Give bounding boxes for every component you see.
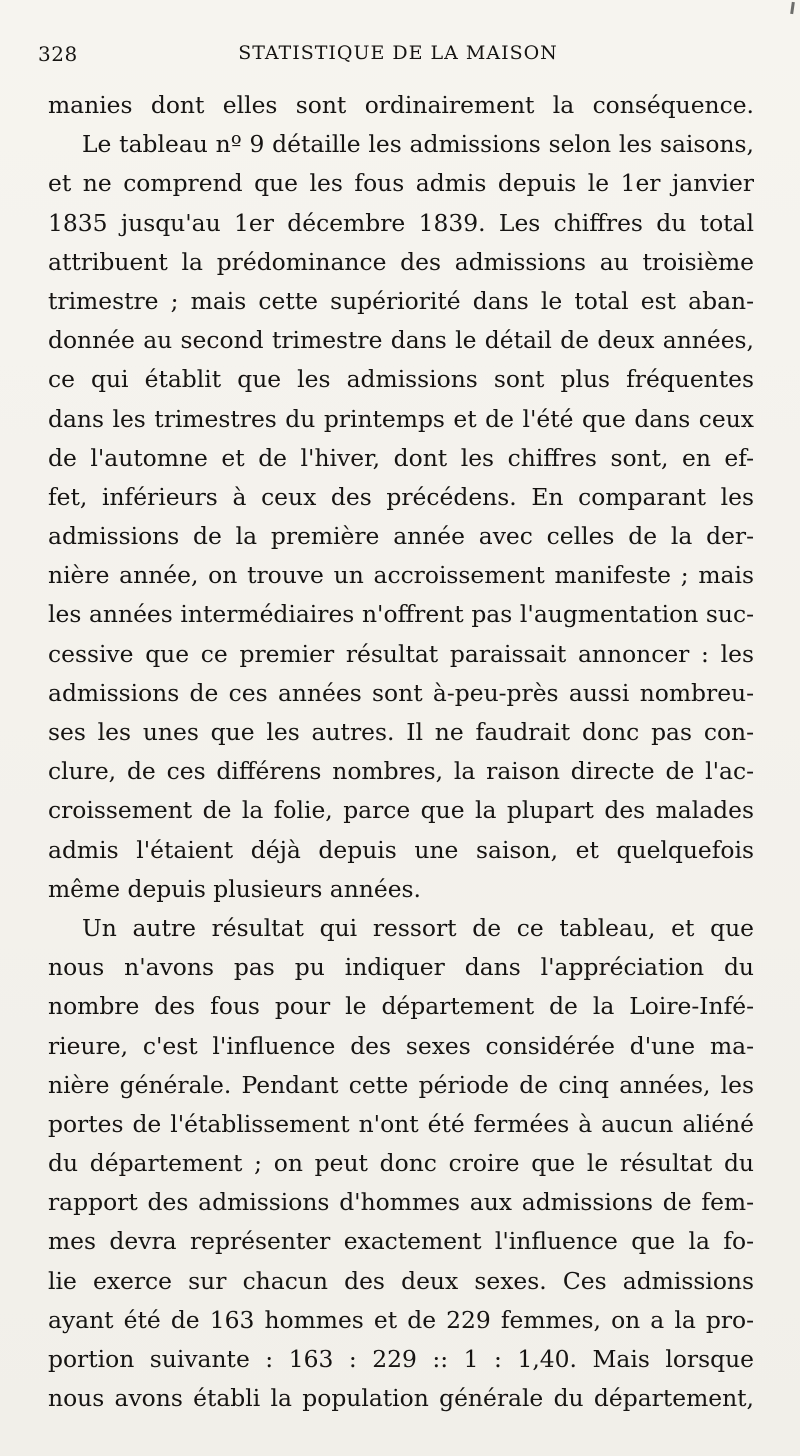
text-line: portes de l'établissement n'ont été fermées à aucun aliéné	[48, 1109, 754, 1138]
text-line: du département ; on peut donc croire que le résultat du	[48, 1149, 754, 1178]
text-line: ce qui établit que les admissions sont plus fréquentes	[48, 365, 754, 394]
text-line: attribuent la prédominance des admissions au troisième	[48, 247, 754, 276]
text-line: rieure, c'est l'influence des sexes considérée d'une ma-	[48, 1031, 754, 1060]
text-line: nière générale. Pendant cette période de cinq années, les	[48, 1070, 754, 1099]
page-edge-mark	[790, 2, 795, 14]
text-line: lie exerce sur chacun des deux sexes. Ces admissions	[48, 1266, 754, 1295]
text-line: nière année, on trouve un accroissement manifeste ; mais	[48, 561, 754, 590]
text-line: trimestre ; mais cette supériorité dans le total est aban-	[48, 286, 754, 315]
text-line: croissement de la folie, parce que la plupart des malades	[48, 796, 754, 825]
text-line: admis l'étaient déjà depuis une saison, et quelquefois	[48, 835, 754, 864]
text-line: fet, inférieurs à ceux des précédens. En comparant les	[48, 482, 754, 511]
text-line: ses les unes que les autres. Il ne faudrait donc pas con-	[48, 718, 754, 746]
text-line: et ne comprend que les fous admis depuis le 1er janvier	[48, 169, 754, 198]
text-line: manies dont elles sont ordinairement la conséquence.	[48, 91, 754, 119]
running-title: STATISTIQUE DE LA MAISON	[238, 42, 558, 64]
text-line: de l'automne et de l'hiver, dont les chiffres sont, en ef-	[48, 443, 754, 472]
text-line: clure, de ces différens nombres, la raison directe de l'ac-	[48, 757, 754, 786]
text-line: nous n'avons pas pu indiquer dans l'appréciation du	[48, 953, 754, 982]
text-line: donnée au second trimestre dans le détail de deux années,	[48, 326, 754, 355]
text-line: 1835 jusqu'au 1er décembre 1839. Les chiffres du total	[48, 208, 754, 237]
text-line: cessive que ce premier résultat paraissait annoncer : les	[48, 639, 754, 668]
text-line: les années intermédiaires n'offrent pas l'augmentation suc-	[48, 600, 754, 629]
text-line: dans les trimestres du printemps et de l'été que dans ceux	[48, 404, 754, 433]
text-line: nous avons établi la population générale du département,	[48, 1384, 754, 1413]
page-header	[38, 42, 758, 72]
text-line: Le tableau nº 9 détaille les admissions selon les saisons,	[82, 130, 754, 159]
text-line: admissions de ces années sont à-peu-près aussi nombreu-	[48, 678, 754, 707]
text-line: portion suivante : 163 : 229 :: 1 : 1,40. Mais lorsque	[48, 1345, 754, 1373]
text-line: admissions de la première année avec celles de la der-	[48, 522, 754, 551]
text-line: même depuis plusieurs années.	[48, 874, 421, 903]
page-number: 328	[38, 42, 78, 66]
text-line: ayant été de 163 hommes et de 229 femmes, on a la pro-	[48, 1305, 754, 1334]
text-line: rapport des admissions d'hommes aux admissions de fem-	[48, 1188, 754, 1217]
text-line: Un autre résultat qui ressort de ce tableau, et que	[82, 913, 754, 942]
text-line: mes devra représenter exactement l'influence que la fo-	[48, 1227, 754, 1256]
body-text	[48, 86, 754, 1418]
text-line: nombre des fous pour le département de la Loire-Infé-	[48, 992, 754, 1021]
